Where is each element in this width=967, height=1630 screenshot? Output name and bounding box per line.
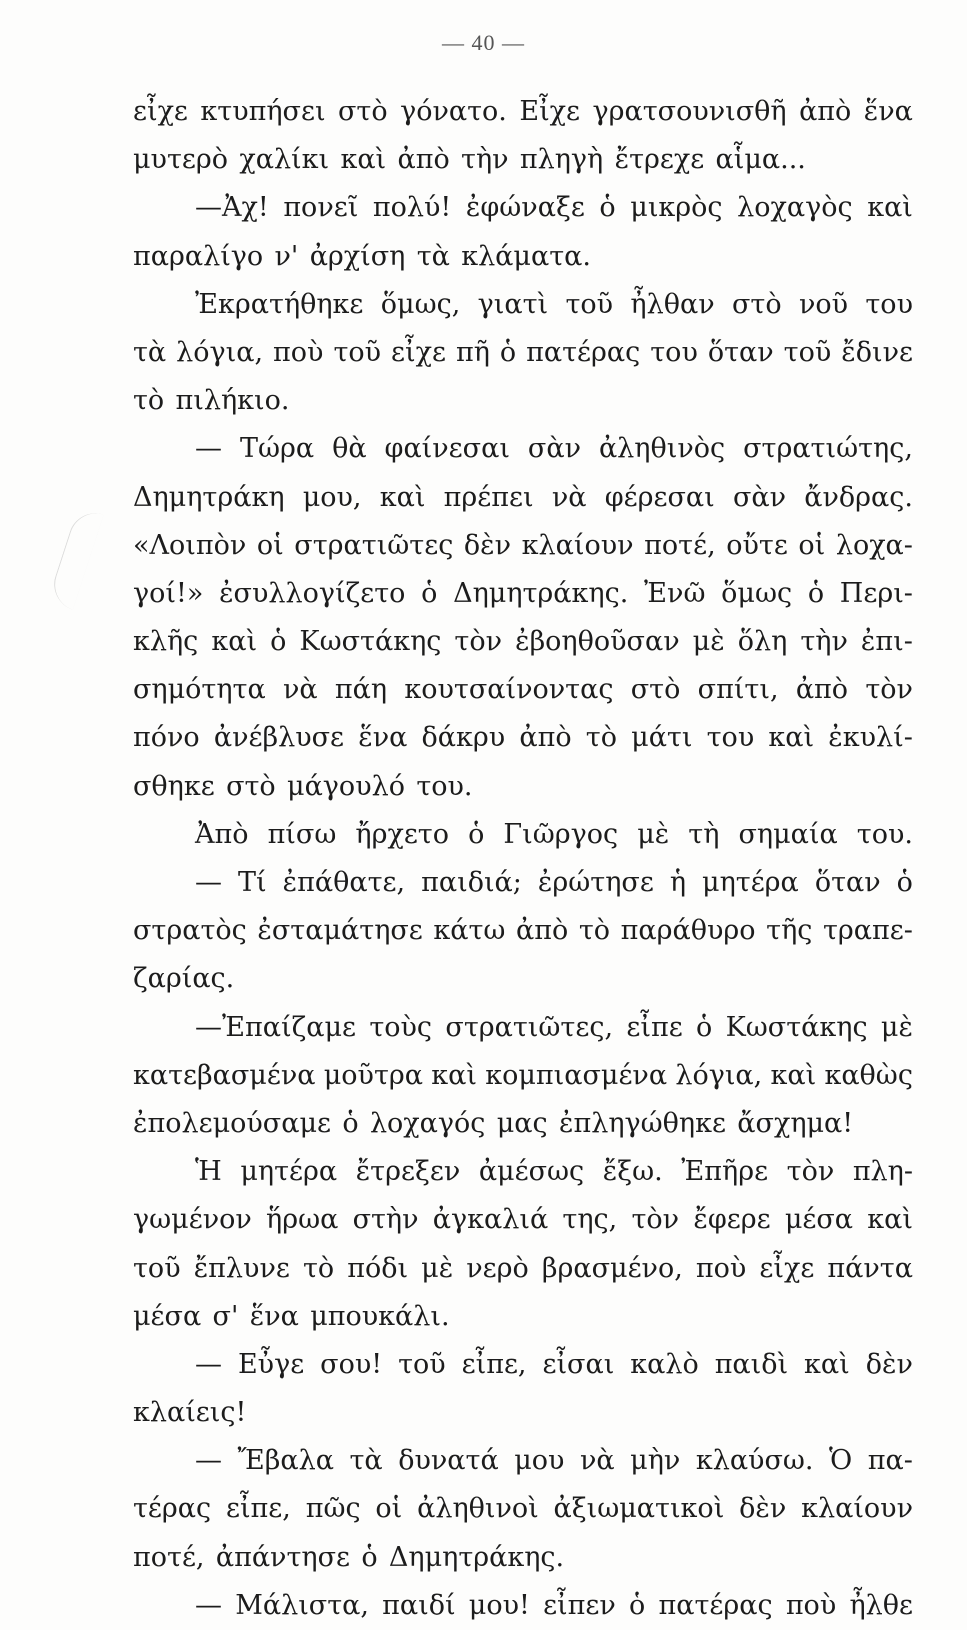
word: ἦλθε — [849, 1589, 913, 1621]
word: καὶ — [431, 1059, 477, 1091]
word: μας — [496, 1107, 548, 1139]
word: ὁ — [342, 1107, 359, 1139]
word: πατέρας — [526, 336, 641, 368]
word: ἐσταμάτησε — [257, 915, 423, 947]
word: τὰ — [416, 240, 450, 272]
word: ὅμως, — [380, 288, 461, 320]
word: οἱ — [798, 529, 826, 561]
word: μυτερὸ — [133, 144, 229, 176]
word: ὁ — [696, 1011, 713, 1043]
word: τὴν — [461, 144, 509, 176]
word: Ἡ — [195, 1156, 222, 1188]
text-line — [133, 907, 913, 955]
word: ἐβοηθοῦσαν — [515, 626, 680, 658]
word: τὸ — [585, 722, 617, 754]
word: ὁ — [896, 867, 913, 898]
word: μητέρα — [702, 867, 799, 898]
word: — — [195, 433, 222, 465]
word: μου! — [468, 1589, 530, 1621]
word: στὸ — [630, 674, 681, 706]
word: στὴν — [352, 1204, 419, 1236]
word: πῶς — [305, 1493, 361, 1525]
word: Περι- — [839, 577, 913, 609]
word: ἥρωα — [266, 1204, 339, 1236]
word: μητέρα — [240, 1156, 338, 1188]
text-line — [133, 666, 913, 714]
word: σθηκε — [133, 770, 215, 802]
word: καὶ — [770, 1059, 817, 1091]
word: ἤρχετο — [355, 818, 449, 850]
word: πῆ — [455, 336, 490, 368]
word: κλῆς — [133, 626, 199, 658]
text-line — [133, 1196, 913, 1244]
word: ἀπὸ — [516, 915, 569, 947]
word: ν' — [274, 240, 299, 272]
word: δὲν — [865, 1348, 913, 1380]
word: στρατιῶτες — [294, 529, 454, 561]
word: ἕνα — [249, 1300, 299, 1332]
word: τὴ — [688, 818, 720, 850]
word: Δημητράκη — [133, 481, 285, 513]
word: σ' — [212, 1300, 239, 1332]
word: παιδί — [382, 1589, 456, 1621]
word: γόνατο. — [400, 96, 507, 127]
word: πρέπει — [443, 481, 534, 513]
text-line — [133, 329, 913, 377]
text-line — [133, 570, 913, 618]
word: τὸ — [302, 1252, 335, 1284]
word: ποτέ, — [133, 1541, 205, 1573]
word: μέσα — [133, 1300, 202, 1332]
word: ὁ — [499, 336, 517, 368]
word: τὴν — [800, 626, 848, 658]
word: πάντα — [827, 1252, 913, 1284]
word: καλὸ — [630, 1348, 699, 1380]
text-line — [133, 1052, 913, 1100]
word: παράθυρο — [620, 915, 756, 947]
word: Δημητράκης. — [388, 1541, 565, 1573]
text-line — [133, 184, 913, 232]
word: καὶ — [804, 1348, 850, 1380]
word: ἔδινε — [841, 336, 913, 368]
word: ἐπολεμούσαμε — [133, 1107, 332, 1139]
word: λόγια, — [176, 336, 264, 368]
body-text — [133, 88, 913, 1630]
text-line — [133, 281, 913, 329]
page-blemish — [47, 506, 104, 609]
word: σπίτι, — [697, 674, 779, 706]
word: σὰν — [527, 433, 581, 465]
word: Ἐνῶ — [644, 577, 706, 609]
word: παιδιά; — [421, 867, 522, 898]
word: λοχα- — [835, 529, 913, 561]
word: σημαία — [738, 818, 838, 850]
text-line — [133, 522, 913, 570]
word: Ἐπῆρε — [681, 1156, 769, 1188]
word: λοχαγός — [369, 1107, 486, 1139]
word: ἐρώτησε — [537, 867, 654, 898]
word: τοῦ — [565, 288, 614, 320]
word: κλαίουν — [521, 529, 634, 561]
word: εἶπεν — [543, 1589, 616, 1621]
text-line — [133, 714, 913, 762]
word: πόδι — [347, 1252, 409, 1284]
word: πολύ! — [372, 192, 452, 224]
word: τὸν — [786, 1156, 835, 1188]
word: τὸν — [454, 626, 503, 658]
word: ἀπὸ — [795, 674, 849, 706]
word: ἀρχίση — [309, 240, 406, 272]
word: ὅμως — [721, 577, 793, 609]
text-line — [133, 233, 913, 281]
word: πληγὴ — [519, 144, 604, 176]
word: του. — [416, 770, 473, 802]
word: παραλίγο — [133, 240, 264, 272]
word: νὰ — [551, 481, 587, 513]
word: γωμένον — [133, 1204, 252, 1236]
word: κλαίεις! — [133, 1397, 247, 1429]
text-line — [133, 474, 913, 522]
word: εἶχε — [133, 96, 188, 127]
word: ἀληθινοὶ — [417, 1493, 539, 1525]
word: εἶπε — [626, 1011, 683, 1043]
word: τὸ — [578, 915, 611, 947]
word: τοῦ — [133, 1252, 181, 1284]
word: Εὖγε — [237, 1348, 305, 1380]
word: εἶσαι — [542, 1348, 615, 1380]
word: Τώρα — [239, 433, 315, 465]
word: καὶ — [867, 192, 913, 224]
word: πα- — [867, 1445, 913, 1477]
word: στὸ — [731, 288, 782, 320]
word: στὸ — [226, 770, 276, 802]
word: μὲ — [421, 1252, 454, 1284]
word: Ὁ — [829, 1445, 853, 1477]
word: Μάλιστα, — [235, 1589, 369, 1621]
word: δὲν — [739, 1493, 787, 1525]
word: στρατιώτης, — [743, 433, 913, 465]
word: χαλίκι — [239, 144, 330, 176]
word: γρατσουνισθῆ — [592, 96, 787, 127]
word: σὰν — [732, 481, 787, 513]
word: Ἐκρατήθηκε — [195, 288, 364, 320]
word: λόγια, — [675, 1059, 763, 1091]
text-line — [133, 1582, 913, 1630]
word: τέρας — [133, 1493, 212, 1525]
word: μάγουλό — [287, 770, 405, 802]
word: ἀμέσως — [478, 1156, 585, 1188]
word: φέρεσαι — [604, 481, 715, 513]
word: μὲ — [637, 818, 670, 850]
word: κουτσαίνοντας — [404, 674, 614, 706]
text-line — [133, 1341, 913, 1389]
word: ἔτρεχε — [614, 144, 705, 176]
text-line — [133, 1534, 913, 1582]
word: μοῦτρα — [323, 1059, 424, 1091]
word: τῆς — [766, 915, 813, 947]
word: Δημητράκης. — [453, 577, 629, 609]
word: Κωστάκης — [725, 1011, 868, 1043]
word: νὰ — [282, 674, 318, 706]
word: ἀγκαλιά — [432, 1204, 549, 1236]
text-line — [133, 425, 913, 473]
text-line — [133, 1293, 913, 1341]
word: μὴν — [630, 1445, 681, 1477]
word: πλη- — [852, 1156, 913, 1188]
word: κλαίουν — [801, 1493, 913, 1525]
word: τὰ — [349, 1445, 383, 1477]
word: του — [706, 722, 755, 754]
word: ὁ — [599, 192, 616, 224]
word: καὶ — [211, 626, 258, 658]
word: ὅλη — [737, 626, 788, 658]
word: ὅταν — [707, 336, 774, 368]
word: εἶπε, — [225, 1493, 291, 1525]
word: τοῦ — [333, 336, 382, 368]
word: γιατὶ — [477, 288, 549, 320]
word: καὶ — [867, 1204, 913, 1236]
word: ὁ — [270, 626, 287, 658]
word: δὲν — [463, 529, 512, 561]
word: τοὺς — [369, 1011, 433, 1043]
word: μέσα — [784, 1204, 854, 1236]
word: βρασμένο, — [541, 1252, 683, 1284]
text-line — [133, 1100, 913, 1148]
text-line — [133, 377, 913, 425]
text-line — [133, 763, 913, 811]
word: κάτω — [433, 915, 506, 947]
word: εἶχε — [759, 1252, 815, 1284]
word: λοχαγὸς — [737, 192, 853, 224]
word: μὲ — [880, 1011, 913, 1043]
word: κλαύσω. — [695, 1445, 814, 1477]
word: ἀπάντησε — [215, 1541, 350, 1573]
word: οἱ — [256, 529, 284, 561]
word: εἶχε — [391, 336, 446, 368]
word: Ἀπὸ — [195, 818, 249, 850]
word: του — [865, 288, 913, 320]
word: ἀπὸ — [799, 96, 852, 127]
word: στὸ — [338, 96, 388, 127]
word: του — [650, 336, 698, 368]
text-line — [133, 1437, 913, 1485]
word: εἶπε, — [461, 1348, 527, 1380]
word: τὸν — [631, 1204, 680, 1236]
word: Ἔβαλα — [237, 1445, 334, 1477]
word: πίσω — [267, 818, 337, 850]
word: ἐπάθατε, — [282, 867, 406, 898]
word: νερὸ — [466, 1252, 529, 1284]
text-line — [133, 955, 913, 1003]
word: ἔξω. — [602, 1156, 663, 1188]
word: Εἶχε — [519, 96, 581, 127]
text-line — [133, 1148, 913, 1196]
word: πόνο — [133, 722, 200, 754]
word: τὸ — [133, 385, 165, 417]
word: νὰ — [579, 1445, 615, 1477]
word: ἀπὸ — [397, 144, 450, 176]
word: τοῦ — [783, 336, 832, 368]
text-line — [133, 1485, 913, 1533]
word: ποὺ — [785, 1589, 837, 1621]
word: ἀπὸ — [519, 722, 572, 754]
word: ἔτρεξεν — [355, 1156, 461, 1188]
text-line — [133, 136, 913, 184]
text-line — [133, 1004, 913, 1052]
word: μου — [514, 1445, 565, 1477]
word: γοί!» — [133, 577, 204, 609]
word: μάτι — [631, 722, 693, 754]
word: κλάματα. — [461, 240, 591, 272]
word: — — [195, 1348, 222, 1380]
word: ὁ — [807, 577, 825, 609]
word: ἀληθινὸς — [598, 433, 726, 465]
text-line — [133, 1389, 913, 1437]
word: μικρὸς — [630, 192, 723, 224]
word: ἕνα — [358, 722, 408, 754]
word: ποτέ, — [644, 529, 716, 561]
word: —Ἐπαίζαμε — [195, 1011, 356, 1043]
word: θὰ — [332, 433, 367, 465]
word: νοῦ — [798, 288, 849, 320]
word: παιδὶ — [714, 1348, 789, 1380]
word: — — [195, 1589, 222, 1621]
word: καὶ — [768, 722, 815, 754]
word: ἐσυλλογίζετο — [219, 577, 406, 609]
word: κτυπήσει — [200, 96, 326, 127]
word: ἀξιωματικοὶ — [553, 1493, 725, 1525]
word: αἷμα... — [715, 144, 806, 176]
word: ὅταν — [814, 867, 881, 898]
text-line — [133, 859, 913, 907]
word: τὸν — [865, 674, 913, 706]
word: καθὼς — [824, 1059, 913, 1091]
word: ὁ — [361, 1541, 378, 1573]
word: ὁ — [468, 818, 485, 850]
word: ἐκυλί- — [828, 722, 913, 754]
word: καὶ — [379, 481, 426, 513]
word: στρατιῶτες, — [445, 1011, 614, 1043]
word: καὶ — [340, 144, 387, 176]
word: ἐπι- — [860, 626, 913, 658]
word: ἐφώναξε — [465, 192, 585, 224]
word: τὰ — [133, 336, 167, 368]
word: στρατὸς — [133, 915, 247, 947]
word: σου! — [320, 1348, 383, 1380]
text-line — [133, 811, 913, 859]
word: «Λοιπὸν — [133, 529, 247, 561]
word: δάκρυ — [421, 722, 506, 754]
word: ἀνέβλυσε — [213, 722, 345, 754]
word: μὲ — [692, 626, 725, 658]
word: πατέρας — [658, 1589, 773, 1621]
word: τραπε- — [823, 915, 913, 947]
word: οὔτε — [726, 529, 788, 561]
word: σημότητα — [133, 674, 266, 706]
word: ἄσχημα! — [737, 1107, 854, 1139]
word: μου, — [302, 481, 362, 513]
word: κατεβασμένα — [133, 1059, 316, 1091]
word: του. — [856, 818, 913, 850]
word: ἔφερε — [693, 1204, 771, 1236]
word: ἄνδρας. — [804, 481, 913, 513]
word: — — [195, 867, 222, 898]
word: — — [195, 1445, 222, 1477]
word: φαίνεσαι — [384, 433, 510, 465]
text-line — [133, 1245, 913, 1293]
word: μπουκάλι. — [310, 1300, 450, 1332]
word: πονεῖ — [283, 192, 359, 224]
page-number: — 40 — — [442, 30, 525, 55]
word: ἐπληγώθηκε — [558, 1107, 726, 1139]
word: ἔπλυνε — [193, 1252, 290, 1284]
word: ὁ — [421, 577, 438, 609]
word: Κωστάκης — [299, 626, 442, 658]
word: ὁ — [629, 1589, 646, 1621]
word: πιλήκιο. — [175, 385, 290, 417]
word: Τί — [238, 867, 267, 898]
word: ἡ — [669, 867, 687, 898]
text-line — [133, 618, 913, 666]
word: —Ἀχ! — [195, 192, 269, 224]
word: ποὺ — [273, 336, 324, 368]
word: ποὺ — [695, 1252, 747, 1284]
word: τοῦ — [398, 1348, 446, 1380]
word: ἕνα — [863, 96, 913, 127]
word: ζαρίας. — [133, 963, 235, 995]
word: της, — [562, 1204, 618, 1236]
word: οἱ — [375, 1493, 403, 1525]
word: κομπιασμένα — [485, 1059, 668, 1091]
word: δυνατά — [398, 1445, 499, 1477]
word: ἦλθαν — [630, 288, 715, 320]
word: πάη — [334, 674, 388, 706]
word: Γιῶργος — [503, 818, 619, 850]
text-line — [133, 88, 913, 136]
